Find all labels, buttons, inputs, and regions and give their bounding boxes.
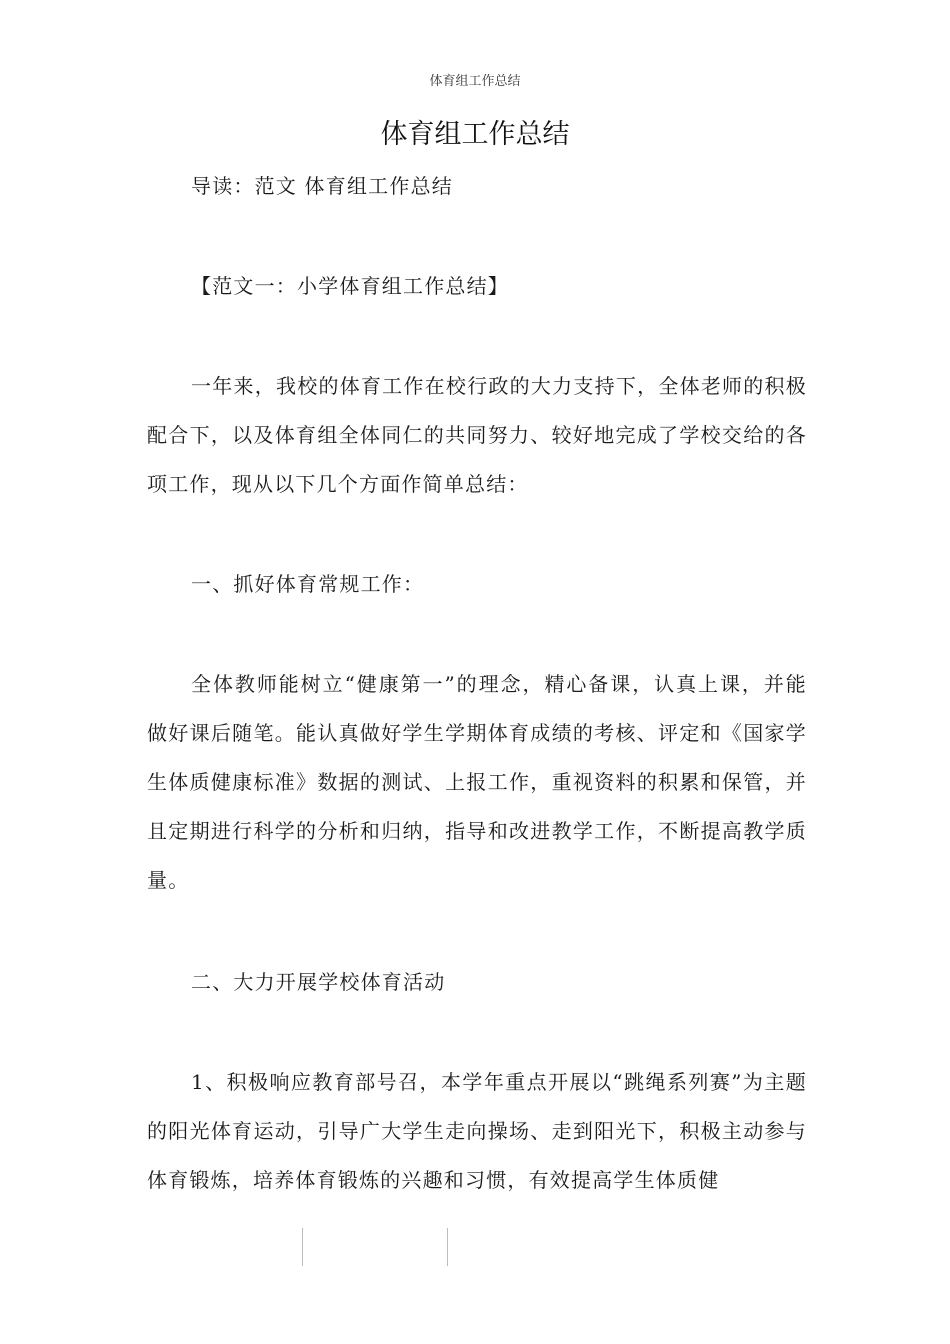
- footer-divider-right: [447, 1228, 448, 1266]
- footer-divider-left: [302, 1228, 303, 1266]
- section-label: 【范文一：小学体育组工作总结】: [191, 274, 509, 298]
- paragraph-one: 全体教师能树立“健康第一”的理念，精心备课，认真上课，并能做好课后随笔。能认真做好学生学期体育成绩的考核、评定和《国家学生体质健康标准》数据的测试、上报工作，重视资料的积累和保管，并且定期进行科学的分析和归纳，指导和改进教学工作，不断提高教学质量。: [147, 672, 807, 892]
- lead-line: 导读：范文 体育组工作总结: [191, 174, 453, 198]
- running-header: 体育组工作总结: [429, 74, 521, 89]
- intro-paragraph: 一年来，我校的体育工作在校行政的大力支持下，全体老师的积极配合下，以及体育组全体同仁的共同努力、较好地完成了学校交给的各项工作，现从以下几个方面作简单总结：: [147, 374, 807, 496]
- heading-one: 一、抓好体育常规工作：: [191, 572, 425, 596]
- document-title: 体育组工作总结: [380, 119, 570, 150]
- paragraph-two: 1、积极响应教育部号召，本学年重点开展以“跳绳系列赛”为主题的阳光体育运动，引导广大学生走向操场、走到阳光下，积极主动参与体育锻炼，培养体育锻炼的兴趣和习惯，有效提高学生体质健: [147, 1070, 807, 1192]
- heading-two: 二、大力开展学校体育活动: [191, 970, 446, 994]
